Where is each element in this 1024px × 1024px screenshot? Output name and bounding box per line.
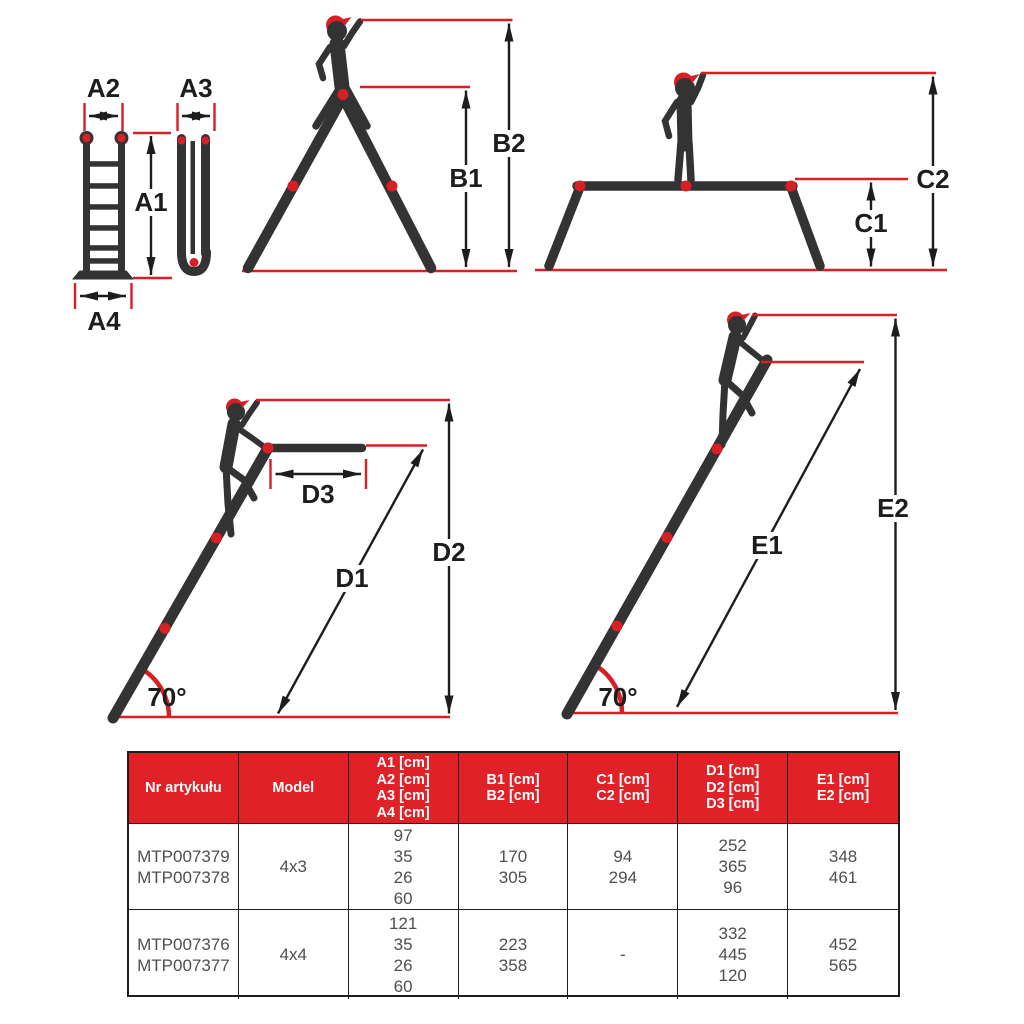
- ladder-rail: [118, 136, 125, 271]
- header-line: A4 [cm]: [376, 804, 430, 821]
- header-line: A2 [cm]: [376, 771, 430, 788]
- value-line: 305: [498, 867, 528, 887]
- header-line: B2 [cm]: [486, 788, 540, 804]
- ladder-rung: [90, 161, 119, 167]
- spec-table-header-a: [349, 753, 459, 824]
- dimension-label-c2: C2: [916, 164, 950, 194]
- ladder-base: [72, 271, 134, 280]
- value-line: 365: [718, 857, 747, 876]
- dimension-label-a1: A1: [134, 187, 168, 217]
- header-line: A3 [cm]: [376, 788, 430, 804]
- angle-label: 70°: [147, 682, 187, 712]
- value-line: 96: [723, 878, 743, 897]
- table-row-2-b: [459, 910, 569, 999]
- dimension-label-b2: B2: [492, 128, 526, 158]
- value-line: 35: [393, 934, 413, 954]
- worker-icon: [665, 73, 703, 181]
- ladder-rung: [90, 258, 119, 264]
- value-line: 94: [613, 846, 633, 866]
- table-row-1-model: [239, 824, 349, 910]
- value-line: MTP007379: [137, 846, 230, 866]
- value-line: 26: [393, 955, 413, 975]
- value-line: 348: [828, 846, 858, 866]
- hinge-dot: [575, 181, 586, 192]
- hinge-dot: [612, 621, 623, 632]
- ladder-rail: [191, 141, 196, 254]
- hinge-dot: [263, 443, 274, 454]
- value-line: 223: [498, 934, 528, 954]
- header-line: A1 [cm]: [376, 755, 430, 771]
- ladder-leg: [791, 187, 820, 266]
- spec-table-header-article: [129, 753, 239, 824]
- value-line: 252: [718, 836, 747, 855]
- table-row-2-c: [568, 910, 678, 999]
- folded-ladder-side-diagram: [177, 73, 215, 272]
- worker-arm: [319, 47, 330, 78]
- hinge-dot: [190, 258, 199, 267]
- table-row-2-e: [788, 910, 898, 999]
- table-row-1-e: [788, 824, 898, 910]
- platform-ladder-diagram: [535, 73, 955, 271]
- hinge-dot: [681, 181, 692, 192]
- ladder-rail: [177, 134, 186, 258]
- ladder-rung: [90, 183, 119, 189]
- table-row-1-a: [349, 824, 459, 910]
- header-line: D1 [cm]: [706, 763, 760, 780]
- hinge-dot: [662, 532, 673, 543]
- value-line: 332: [718, 924, 747, 943]
- dimension-label-d3: D3: [301, 479, 335, 509]
- dimension-label-a4: A4: [87, 306, 121, 336]
- value-line: -: [620, 945, 626, 964]
- worker-torso: [226, 424, 234, 467]
- hinge-dot: [712, 444, 723, 455]
- hinge-dot: [178, 137, 186, 145]
- spec-table-header-d: [678, 753, 788, 824]
- worker-leg: [689, 143, 691, 180]
- value-line: 120: [718, 966, 747, 985]
- worker-torso: [725, 337, 735, 380]
- ladder-leg: [343, 97, 431, 268]
- ladder-leg: [549, 187, 580, 266]
- worker-leg: [678, 143, 681, 180]
- header-line: E1 [cm]: [816, 771, 870, 788]
- ladder-rung: [90, 225, 119, 231]
- worker-leg: [722, 380, 725, 445]
- spec-table-header-e: [788, 753, 898, 824]
- dimension-label-a2: A2: [86, 73, 121, 103]
- header-line: Nr artykułu: [145, 779, 222, 796]
- spec-table-header-b: [459, 753, 569, 824]
- header-line: Model: [272, 779, 315, 796]
- leaning-ladder-extension-diagram: [112, 399, 471, 719]
- table-row-1-article: [129, 824, 239, 910]
- value-line: 445: [718, 945, 747, 964]
- value-line: 358: [498, 955, 528, 975]
- header-line: D2 [cm]: [706, 779, 760, 796]
- dimension-label-e2: E2: [877, 493, 909, 523]
- hinge-dot: [211, 533, 222, 544]
- ladder-rail: [83, 136, 90, 271]
- ladder-rung: [90, 204, 119, 210]
- hinge-dot: [160, 623, 171, 634]
- value-line: 60: [393, 888, 413, 908]
- dimension-label-c1: C1: [854, 208, 888, 238]
- spec-table-header-model: [239, 753, 349, 824]
- value-line: 294: [608, 867, 638, 887]
- folded-ladder-front-diagram: [72, 73, 173, 336]
- spec-table: [127, 751, 900, 997]
- value-line: 452: [828, 934, 858, 954]
- a-frame-ladder-diagram: [242, 16, 531, 272]
- ladder-rung: [90, 245, 119, 251]
- dimension-label-d1: D1: [335, 563, 369, 593]
- worker-torso: [684, 101, 685, 144]
- worker-arm: [239, 429, 263, 446]
- value-line: MTP007377: [137, 955, 230, 975]
- ladder-rail: [201, 134, 210, 258]
- dimension-label-b1: B1: [449, 163, 483, 193]
- hinge-dot: [202, 137, 210, 145]
- value-line: 35: [393, 846, 413, 866]
- worker-leg: [226, 467, 231, 534]
- header-line: E2 [cm]: [816, 788, 870, 804]
- table-row-2-model: [239, 910, 349, 999]
- value-line: 565: [828, 955, 858, 975]
- value-line: 170: [498, 846, 528, 866]
- dimension-label-d2: D2: [432, 537, 466, 567]
- table-row-1-b: [459, 824, 569, 910]
- hinge-dot: [288, 181, 299, 192]
- spec-table-header-c: [568, 753, 678, 824]
- value-line: 4x4: [279, 945, 307, 964]
- worker-arm: [665, 102, 677, 136]
- hinge-dot: [117, 134, 125, 142]
- value-line: 26: [393, 867, 413, 887]
- hinge-dot: [387, 181, 398, 192]
- table-row-2-d: [678, 910, 788, 999]
- value-line: 121: [388, 913, 418, 933]
- hinge-dot: [338, 89, 349, 100]
- header-line: C2 [cm]: [596, 788, 650, 804]
- angle-label: 70°: [598, 682, 638, 712]
- worker-arm: [740, 342, 761, 359]
- value-line: 4x3: [279, 857, 307, 876]
- value-line: MTP007376: [137, 934, 230, 954]
- dimension-label-e1: E1: [751, 530, 783, 560]
- table-row-1-d: [678, 824, 788, 910]
- header-line: B1 [cm]: [486, 771, 540, 788]
- worker-torso: [337, 44, 342, 87]
- hinge-dot: [786, 181, 797, 192]
- value-line: MTP007378: [137, 867, 230, 887]
- value-line: 60: [393, 976, 413, 996]
- header-line: D3 [cm]: [706, 796, 760, 813]
- value-line: 97: [393, 825, 413, 845]
- dimension-label-a3: A3: [179, 73, 213, 103]
- header-line: C1 [cm]: [596, 771, 650, 788]
- leaning-ladder-diagram: [566, 312, 915, 715]
- value-line: 461: [828, 867, 858, 887]
- hinge-dot: [82, 134, 90, 142]
- table-row-2-article: [129, 910, 239, 999]
- table-row-2-a: [349, 910, 459, 999]
- table-row-1-c: [568, 824, 678, 910]
